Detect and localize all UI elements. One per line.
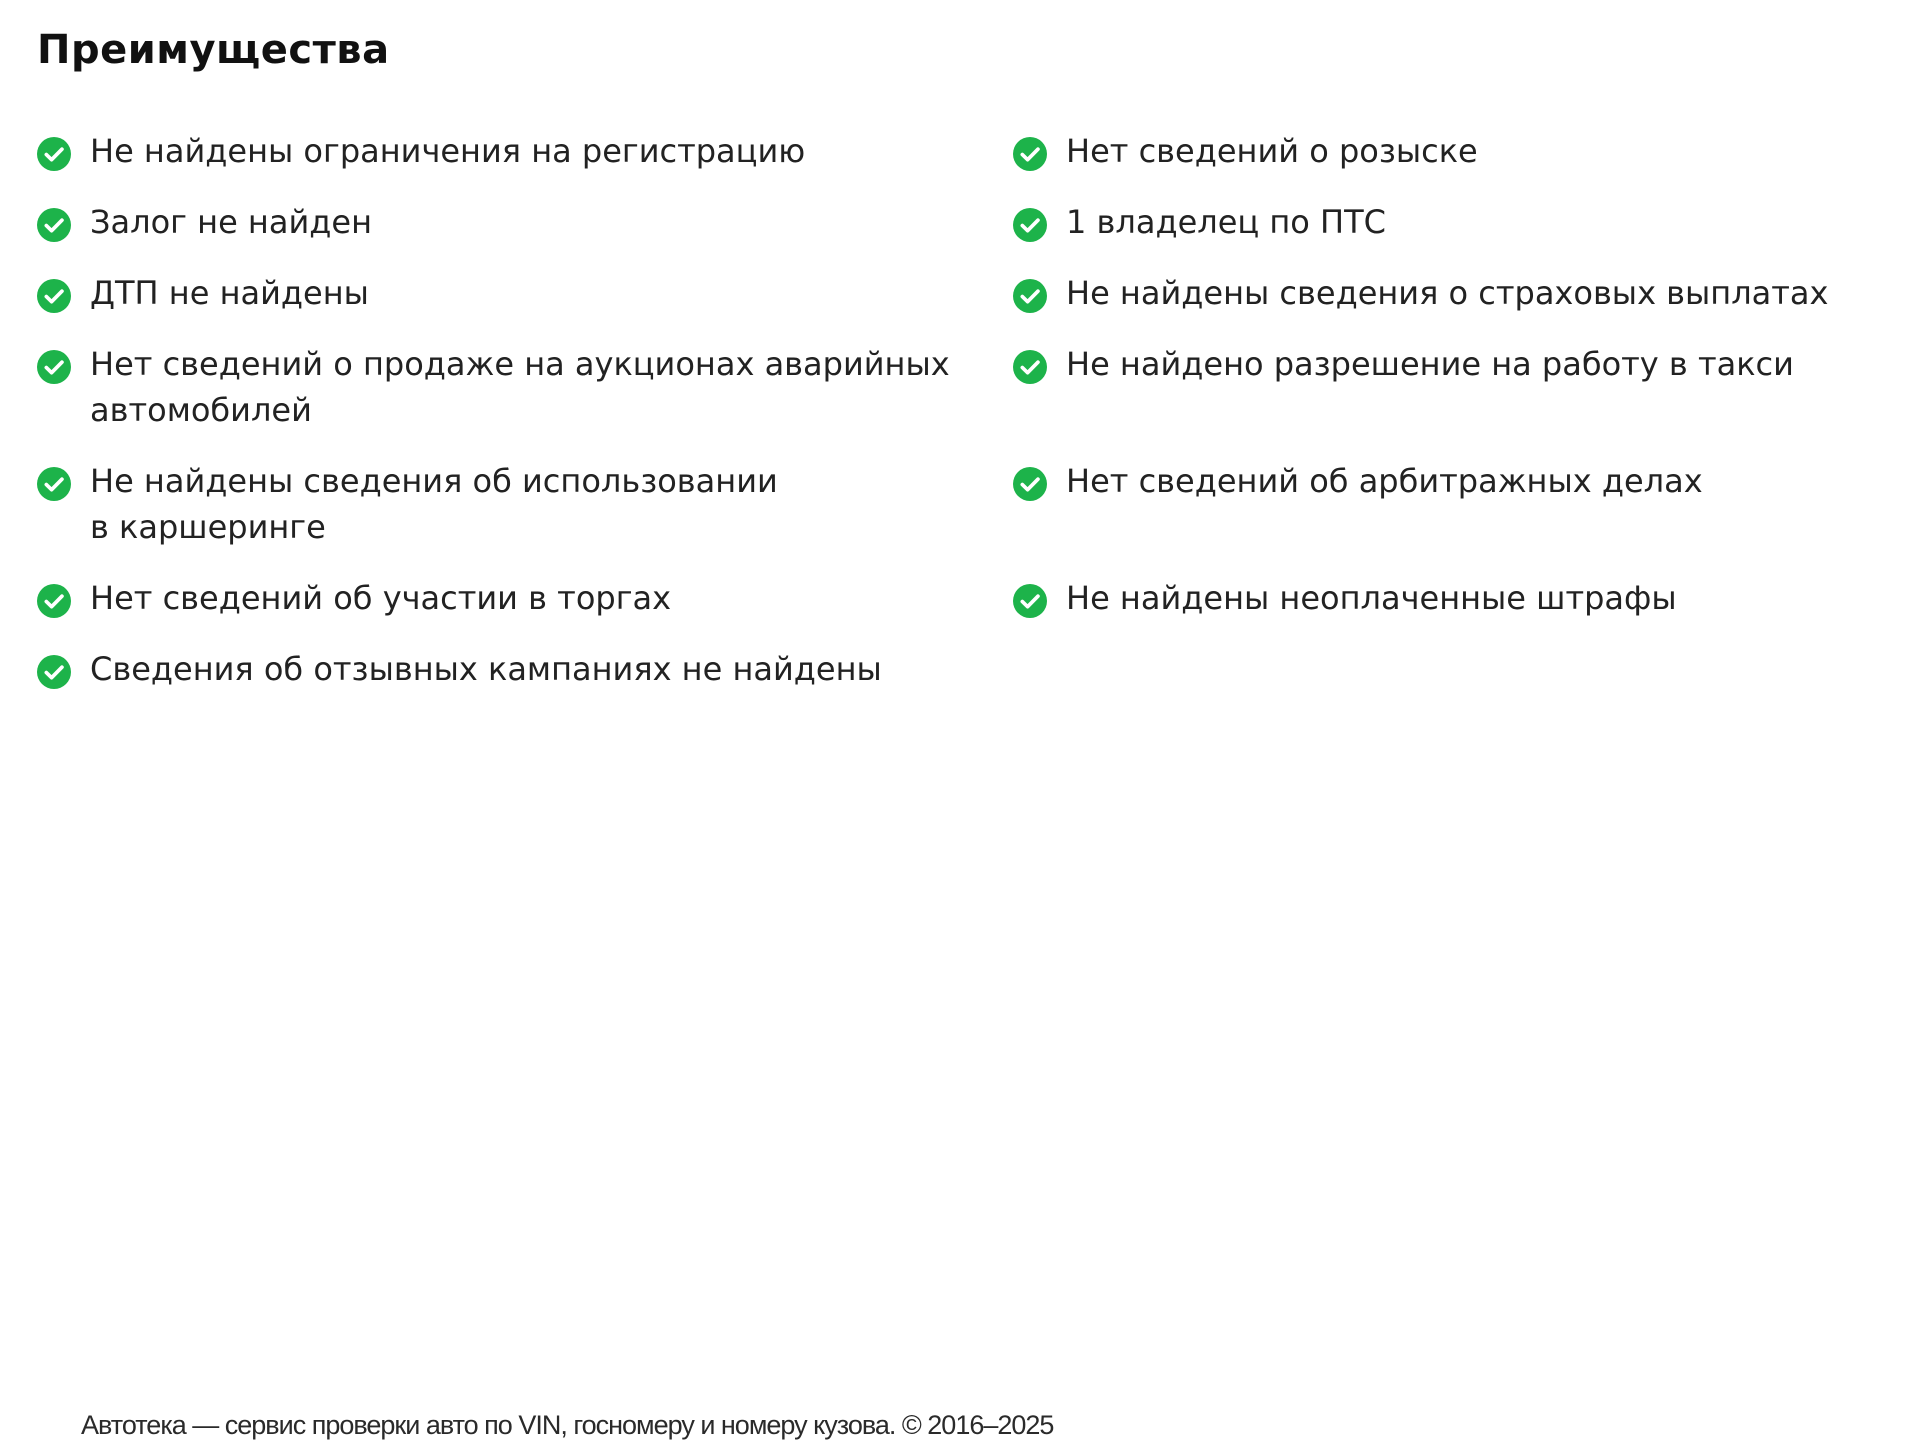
advantage-text: ДТП не найдены [90,274,369,312]
check-circle-icon [37,208,71,242]
advantage-text: Нет сведений о розыске [1066,132,1478,170]
footer-copyright: Автотека — сервис проверки авто по VIN, госномеру и номеру кузова. © 2016–2025 [81,1410,1054,1440]
check-circle-icon [1013,467,1047,501]
advantage-text: Не найдены сведения о страховых выплатах [1066,274,1829,312]
advantage-item [1013,575,1873,621]
check-circle-icon [37,279,71,313]
advantage-item [1013,199,1873,245]
advantage-item [1013,270,1873,316]
section-title: Преимущества [37,27,390,73]
advantage-text: Сведения об отзывных кампаниях не найдены [90,650,882,688]
advantage-text: Нет сведений о продаже на аукционах аварийных автомобилей [90,345,950,429]
check-circle-icon [37,350,71,384]
advantage-item [37,270,1013,316]
advantage-item [37,128,1013,174]
check-circle-icon [37,137,71,171]
check-circle-icon [1013,137,1047,171]
check-circle-icon [37,467,71,501]
advantage-item [37,199,1013,245]
check-circle-icon [1013,350,1047,384]
advantages-section [37,22,1883,692]
advantage-item [1013,128,1873,174]
check-circle-icon [1013,208,1047,242]
advantage-item [37,575,1013,621]
advantage-text: Не найдены ограничения на регистрацию [90,132,806,170]
advantage-item [37,341,1013,433]
advantages-list [37,128,1883,692]
advantage-text: 1 владелец по ПТС [1066,203,1386,241]
advantage-text: Не найдены сведения об использовании в каршеринге [90,462,778,546]
check-circle-icon [37,584,71,618]
advantage-text: Залог не найден [90,203,372,241]
advantage-text: Нет сведений об арбитражных делах [1066,462,1703,500]
advantage-item [1013,458,1873,504]
advantage-text: Не найдены неоплаченные штрафы [1066,579,1677,617]
advantage-item [37,458,1013,550]
check-circle-icon [37,655,71,689]
advantage-text: Нет сведений об участии в торгах [90,579,672,617]
check-circle-icon [1013,279,1047,313]
advantage-item [1013,341,1873,387]
advantage-text: Не найдено разрешение на работу в такси [1066,345,1794,383]
check-circle-icon [1013,584,1047,618]
advantage-item [37,646,1013,692]
